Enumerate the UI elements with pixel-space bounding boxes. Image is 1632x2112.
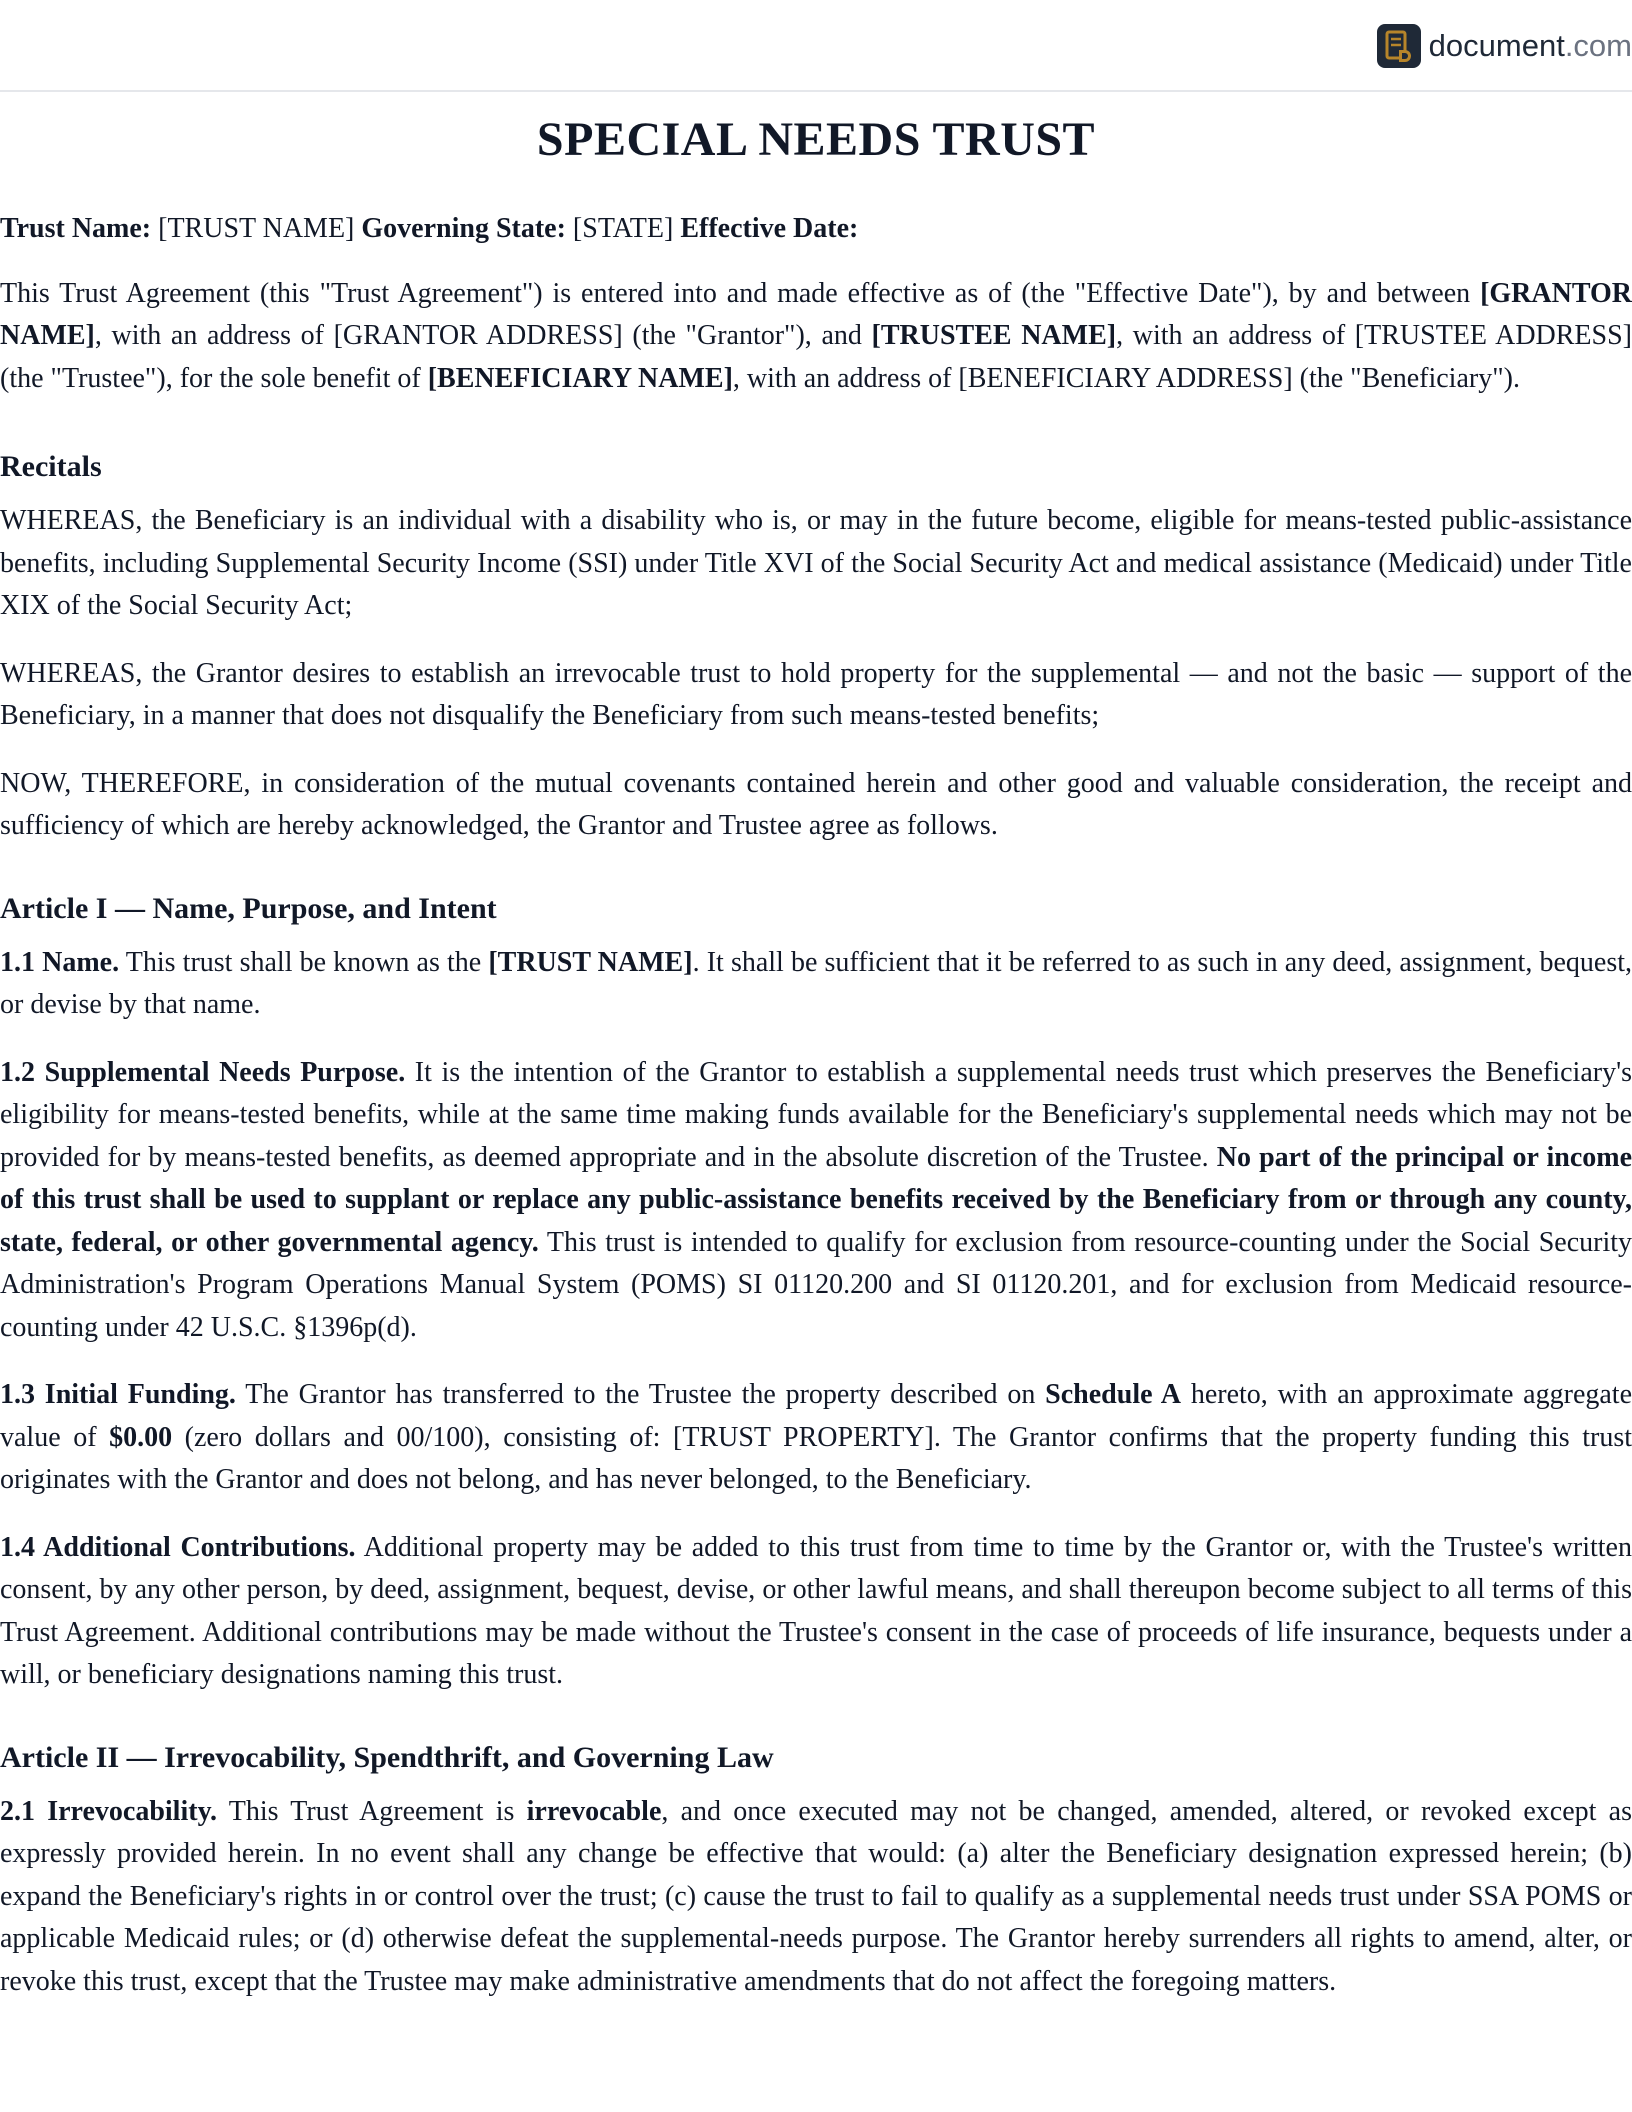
intro-text: , with an address of [BENEFICIARY ADDRESS] (the "Beneficiary"). (732, 362, 1520, 394)
section-bold-text: [TRUST NAME] (488, 946, 693, 978)
grantor-name: [GRANTOR NAME] (0, 277, 1632, 351)
brand-tld: .com (1564, 28, 1632, 63)
article-2-heading: Article II — Irrevocability, Spendthrift, and Governing Law (0, 1740, 774, 1774)
intro-text: , with an address of [TRUSTEE ADDRESS] (the "Trustee"), for the sole benefit of (0, 320, 1632, 394)
brand-link[interactable] (1377, 24, 1632, 68)
section-1-3 (0, 1374, 1632, 1502)
section-text: . It shall be sufficient that it be referred to as such in any deed, assignment, bequest, or devise by that name. (0, 946, 1632, 1020)
section-label: 1.4 Additional Contributions. (0, 1531, 356, 1563)
section-text: This trust is intended to qualify for exclusion from resource-counting under the Social Security Administration's Program Operations Manual System (POMS) SI 01120.200 and SI 01120.201, and for exclusion from Medicaid resource-counting under 42 U.S.C. §1396p(d). (0, 1226, 1632, 1343)
irrevocable-term: irrevocable (526, 1795, 662, 1827)
section-1-1 (0, 942, 1632, 1027)
section-text: The Grantor has transferred to the Trustee the property described on (235, 1379, 1046, 1410)
section-text: This Trust Agreement is (217, 1795, 527, 1827)
section-label: 1.1 Name. (0, 946, 120, 978)
trust-name-value: [TRUST NAME] (158, 213, 355, 244)
section-text: hereto, with an approximate aggregate value of (0, 1379, 1632, 1453)
section-text: (zero dollars and 00/100), consisting of: [TRUST PROPERTY]. The Grantor confirms that the property funding this trust originates with the Grantor and does not belong, and has never belonged, to the Beneficiary. (0, 1421, 1632, 1495)
beneficiary-name: [BENEFICIARY NAME] (427, 362, 733, 394)
section-bold-text: No part of the principal or income of this trust shall be used to supplant or replace any public-assistance benefits received by the Beneficiary from or through any county, state, federal, or other governmental agency. (0, 1141, 1632, 1258)
article-1-heading: Article I — Name, Purpose, and Intent (0, 891, 497, 925)
intro-text: This Trust Agreement (this "Trust Agreement") is entered into and made effective as of (the "Effective Date"), by and between (0, 277, 1481, 309)
top-bar (0, 0, 1632, 92)
document-title: SPECIAL NEEDS TRUST (536, 113, 1096, 166)
section-label: 1.3 Initial Funding. (0, 1379, 236, 1410)
section-text: This trust shall be known as the (119, 946, 489, 978)
governing-state-value: [STATE] (572, 213, 674, 244)
funding-amount: $0.00 (109, 1421, 173, 1453)
section-text: Additional property may be added to this trust from time to time by the Grantor or, with the Trustee's written consent, by any other person, by deed, assignment, bequest, devise, or other lawful means, and shall thereupon become subject to all terms of this Trust Agreement. Additional contributions may be made without the Trustee's consent in the case of proceeds of life insurance, bequests under a will, or beneficiary designations naming this trust. (0, 1531, 1632, 1690)
recital-paragraph: WHEREAS, the Grantor desires to establish an irrevocable trust to hold property for the supplemental — and not the basic — support of the Beneficiary, in a manner that does not disqualify the Beneficiary from such means-tested benefits; (0, 657, 1632, 731)
governing-state-label: Governing State: (361, 213, 566, 244)
trustee-name: [TRUSTEE NAME] (871, 320, 1117, 351)
section-1-4 (0, 1527, 1632, 1697)
schedule-a-ref: Schedule A (1045, 1379, 1182, 1410)
trust-name-label: Trust Name: (0, 213, 152, 244)
intro-text: , with an address of [GRANTOR ADDRESS] (the "Grantor"), and (94, 320, 872, 351)
recitals-heading: Recitals (0, 450, 102, 483)
document-logo-icon (1377, 24, 1421, 68)
section-text: It is the intention of the Grantor to establish a supplemental needs trust which preserves the Beneficiary's eligibility for means-tested benefits, while at the same time making funds available for the Beneficiary's supplemental needs which may not be provided for by means-tested benefits, as deemed appropriate and in the absolute discretion of the Trustee. (0, 1056, 1632, 1173)
document-body (0, 100, 1632, 2003)
section-1-2 (0, 1052, 1632, 1350)
recital-paragraph: WHEREAS, the Beneficiary is an individual with a disability who is, or may in the future become, eligible for means-tested public-assistance benefits, including Supplemental Security Income (SSI) under Title XVI of the Social Security Act and medical assistance (Medicaid) under Title XIX of the Social Security Act; (0, 505, 1632, 621)
section-text: , and once executed may not be changed, amended, altered, or revoked except as expressly provided herein. In no event shall any change be effective that would: (a) alter the Beneficiary designation expressed herein; (b) expand the Beneficiary's rights in or control over the trust; (c) cause the trust to fail to qualify as a supplemental needs trust under SSA POMS or applicable Medicaid rules; or (d) otherwise defeat the supplemental-needs purpose. The Grantor hereby surrenders all rights to amend, alter, or revoke this trust, except that the Trustee may make administrative amendments that do not affect the foregoing matters. (0, 1795, 1632, 1997)
intro-paragraph (0, 273, 1632, 401)
recital-paragraph: NOW, THEREFORE, in consideration of the mutual covenants contained herein and other good and valuable consideration, the receipt and sufficiency of which are hereby acknowledged, the Grantor and Trustee agree as follows. (0, 767, 1632, 841)
effective-date-label: Effective Date: (680, 213, 859, 244)
section-label: 1.2 Supplemental Needs Purpose. (0, 1056, 406, 1088)
section-label: 2.1 Irrevocability. (0, 1795, 218, 1827)
trust-meta-line (0, 208, 1632, 251)
brand-name: document (1428, 28, 1565, 63)
section-2-1 (0, 1791, 1632, 2004)
